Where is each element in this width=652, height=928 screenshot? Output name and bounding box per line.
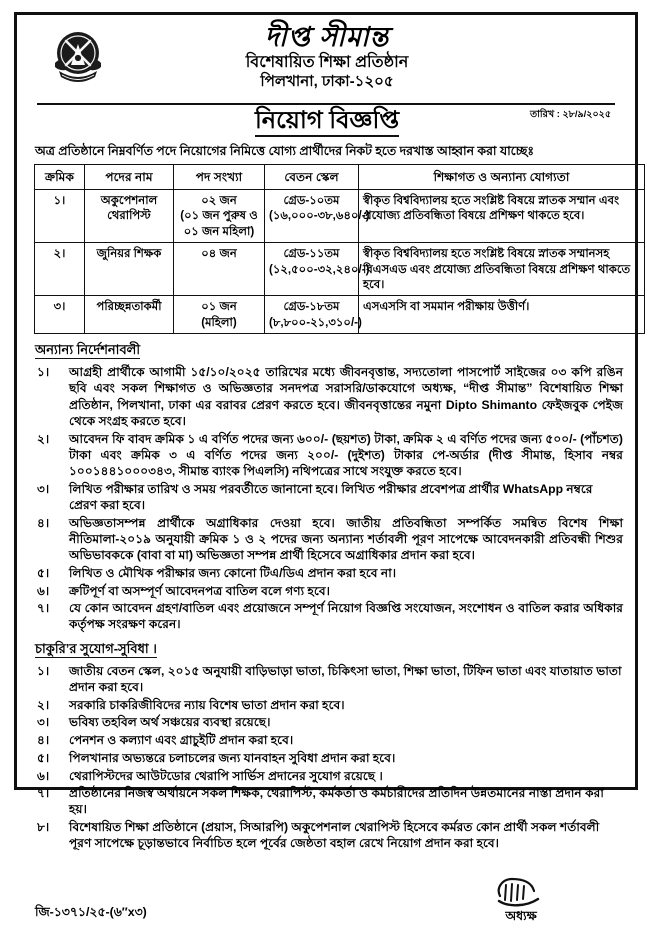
instructions-heading-text: অন্যান্য নির্দেশনাবলী bbox=[35, 342, 141, 358]
table-row bbox=[35, 296, 645, 334]
list-text: ক্রটিপূর্ণ বা অসম্পূর্ণ আবেদনপত্র বাতিল বলে গণ্য হবে। bbox=[69, 583, 331, 598]
list-item bbox=[35, 768, 623, 784]
instructions-list bbox=[35, 364, 623, 633]
page-content bbox=[17, 15, 635, 923]
list-marker: ২। bbox=[37, 431, 50, 446]
cell-vacancy-count: ০৪ জন bbox=[174, 243, 265, 296]
list-text: প্রতিষ্ঠানের নিজস্ব অর্থায়নে সকল শিক্ষক, থেরাপিস্ট, কর্মকর্তা ও কর্মচারীদের প্রতিদিন উন্নতমানের নাস্তা প্রদান করা হয়। bbox=[69, 786, 604, 817]
signatory-title: অধ্যক্ষ bbox=[505, 908, 537, 923]
instructions-heading bbox=[35, 341, 623, 362]
list-item bbox=[35, 431, 623, 480]
list-marker: ৫। bbox=[37, 750, 50, 765]
cell-vacancy-count: ০২ জন (০১ জন পুরুষ ও ০১ জন মহিলা) bbox=[174, 189, 265, 242]
table-row bbox=[35, 243, 645, 296]
list-marker: ৪। bbox=[37, 515, 50, 530]
column-header-vacancy-count: পদ সংখ্যা bbox=[174, 164, 265, 189]
page-border-frame bbox=[14, 12, 638, 923]
table-row bbox=[35, 189, 645, 242]
cell-vacancy-count: ০১ জন (মহিলা) bbox=[174, 296, 265, 334]
vacancy-table-head bbox=[35, 164, 645, 189]
list-item bbox=[35, 600, 623, 632]
organization-name: দীপ্ত সীমান্ত bbox=[264, 22, 390, 52]
cell-qualification: স্বীকৃত বিশ্ববিদ্যালয় হতে সংশ্লিষ্ট বিষয়ে স্নাতক সম্মান এবং প্রযোজ্য প্রতিবন্ধিতা বিষয়ে প্রশিক্ষণ থাকতে হবে। bbox=[359, 189, 645, 242]
list-text: সরকারি চাকরিজীবিদের ন্যায় বিশেষ ভাতা প্রদান করা হবে। bbox=[69, 697, 345, 712]
cell-pay-scale: গ্রেড-১১তম (১২,৫০০-৩২,২৪০/-) bbox=[265, 243, 359, 296]
list-item bbox=[35, 819, 623, 851]
cell-pay-scale: গ্রেড-১৮তম (৮,৮০০-২১,৩১০/-) bbox=[265, 296, 359, 334]
list-marker: ১। bbox=[37, 663, 50, 678]
list-item bbox=[35, 565, 623, 581]
list-marker: ১। bbox=[37, 365, 50, 380]
masthead bbox=[31, 21, 623, 99]
cell-qualification: স্বীকৃত বিশ্ববিদ্যালয় হতে সংশ্লিষ্ট বিষয়ে স্নাতক সম্মানসহ বিএসএড এবং প্রযোজ্য প্রতিবন্ধিতা বিষয়ে প্রশিক্ষণ থাকতে হবে। bbox=[359, 243, 645, 296]
list-item bbox=[35, 714, 623, 730]
page-title-text: নিয়োগ বিজ্ঞপ্তি bbox=[255, 107, 399, 137]
list-text: লিখিত পরীক্ষার তারিখ ও সময় পরবর্তীতে জানানো হবে। লিখিত পরীক্ষার প্রবেশপত্র প্রার্থীর WhatsApp নম্বরে প্রেরণ করা হবে। bbox=[69, 481, 593, 512]
cell-post-name: পরিচ্ছন্নতাকর্মী bbox=[85, 296, 174, 334]
column-header-qualification: শিক্ষাগত ও অন্যান্য যোগ্যতা bbox=[359, 164, 645, 189]
benefits-heading-text: চাকুরি’র সুযোগ-সুবিধা । bbox=[35, 640, 157, 656]
list-item bbox=[35, 732, 623, 748]
signature-icon bbox=[461, 874, 581, 908]
vacancy-table-body bbox=[35, 189, 645, 333]
cell-qualification: এসএসসি বা সমমান পরীক্ষায় উত্তীর্ণ। bbox=[359, 296, 645, 334]
list-item bbox=[35, 364, 623, 429]
list-text: বিশেষায়িত শিক্ষা প্রতিষ্ঠানে (প্রয়াস, সিআরপি) অকুপেশনাল থেরাপিস্ট হিসেবে কর্মরত কোন প্রার্থী সকল শর্তাবলী পূরণ সাপেক্ষে চূড়ান্তভাবে নির্বাচিত হলে পূর্বের জেষ্ঠতা বহাল রেখে নিয়োগ প্রদান করা হবে। bbox=[69, 820, 600, 851]
list-item bbox=[35, 697, 623, 713]
cell-pay-scale: গ্রেড-১০তম (১৬,০০০-৩৮,৬৪০/-) bbox=[265, 189, 359, 242]
list-text: যে কোন আবেদন গ্রহণ/বাতিল এবং প্রয়োজনে সম্পূর্ণ নিয়োগ বিজ্ঞপ্তি সংযোজন, সংশোধন ও বাতিল করার অধিকার কর্তৃপক্ষ সংরক্ষণ করেন। bbox=[69, 601, 623, 632]
table-header-row bbox=[35, 164, 645, 189]
cell-serial: ৩। bbox=[35, 296, 85, 334]
list-text: জাতীয় বেতন স্কেল, ২০১৫ অনুযায়ী বাড়িভাড়া ভাতা, চিকিৎসা ভাতা, শিক্ষা ভাতা, টিফিন ভাতা এবং যাতায়াত ভাতা প্রদান করা হবে। bbox=[69, 663, 622, 694]
list-text: পিলখানার অভ্যন্তরে চলাচলের জন্য যানবাহন সুবিধা প্রদান করা হবে। bbox=[69, 750, 396, 765]
list-marker: ৫। bbox=[37, 565, 50, 580]
list-item bbox=[35, 785, 623, 817]
list-marker: ৩। bbox=[37, 481, 50, 496]
list-item bbox=[35, 750, 623, 766]
list-text: লিখিত ও মৌখিক পরীক্ষার জন্য কোনো টিএ/ডিএ প্রদান করা হবে না। bbox=[69, 565, 397, 580]
list-text: আগ্রহী প্রার্থীকে আগামী ১৫/১০/২০২৫ তারিখের মধ্যে জীবনবৃত্তান্ত, সদ্যতোলা পাসপোর্ট সাইজের ০৩ কপি রঙিন ছবি এবং সকল শিক্ষাগত ও অভিজ্ঞতার সনদপত্র সরাসরি/ডাকযোগে অধ্যক্ষ, “দীপ্ত সীমান্ত” বিশেষায়িত শিক্ষা প্রতিষ্ঠান, পিলখানা, ঢাকা এর বরাবর প্রেরণ করতে হবে। জীবনবৃত্তান্তের নমুনা Dipto Shimanto ফেইজবুক পেইজ থেকে সংগ্রহ করতে হবে। bbox=[69, 365, 623, 428]
list-marker: ৪। bbox=[37, 733, 50, 748]
list-item bbox=[35, 663, 623, 695]
list-text: থেরাপিস্টদের আউটডোর থেরাপি সার্ভিস প্রদানের সুযোগ রয়েছে । bbox=[69, 768, 383, 783]
institution-crest-icon bbox=[49, 27, 107, 89]
list-text: আবেদন ফি বাবদ ক্রমিক ১ এ বর্ণিত পদের জন্য ৬০০/- (ছয়শত) টাকা, ক্রমিক ২ এ বর্ণিত পদের জন্য ৫০০/- (পাঁচশত) টাকা এবং ক্রমিক ৩ এ বর্ণিত পদের জন্য ২০০/- (দুইশত) টাকার পে-অর্ডার (দীপ্ত সীমান্ত, হিসাব নম্বর ১০০১৪৪১০০০৩৪৩, সীমান্ত ব্যাংক পিএলসি) নথিপত্রের সাথে সংযুক্ত করতে হবে। bbox=[69, 431, 623, 479]
cell-post-name: অকুপেশনাল থেরাপিস্ট bbox=[85, 189, 174, 242]
list-marker: ৮। bbox=[37, 820, 50, 835]
cell-serial: ২। bbox=[35, 243, 85, 296]
list-marker: ৬। bbox=[37, 768, 50, 783]
date-stamp: তারিখ : ২৮/৯/২০২৫ bbox=[530, 109, 611, 120]
notice-title-row bbox=[31, 105, 623, 139]
column-header-pay-scale: বেতন স্কেল bbox=[265, 164, 359, 189]
list-marker: ২। bbox=[37, 697, 50, 712]
list-item bbox=[35, 515, 623, 564]
list-marker: ৬। bbox=[37, 583, 50, 598]
cell-serial: ১। bbox=[35, 189, 85, 242]
list-text: পেনশন ও কল্যাণ এবং গ্রাচুইটি প্রদান করা হবে। bbox=[69, 733, 294, 748]
reference-number: জি-১৩৭১/২৫-(৬″x৩) bbox=[35, 904, 147, 919]
list-item bbox=[35, 583, 623, 599]
list-marker: ৭। bbox=[37, 786, 50, 801]
benefits-heading bbox=[35, 640, 623, 661]
benefits-list bbox=[35, 663, 623, 852]
list-text: অভিজ্ঞতাসম্পন্ন প্রার্থীকে অগ্রাধিকার দেওয়া হবে। জাতীয় প্রতিবন্ধিতা সম্পর্কিত সমন্বিত বিশেষ শিক্ষা নীতিমালা-২০১৯ অনুযায়ী ক্রমিক ১ ও ২ পদের জন্য অন্যান্য শর্তাবলী পূরণ সাপেক্ষে আবেদনকারী প্রতিবন্ধী শিশুর অভিভাবককে (বাবা বা মা) অভিজ্ঞতা সম্পন্ন প্রার্থী হিসেবে অগ্রাধিকার প্রদান করা হবে। bbox=[69, 515, 623, 563]
intro-paragraph: অত্র প্রতিষ্ঠানে নিম্নবর্ণিত পদে নিয়োগের নিমিত্তে যোগ্য প্রার্থীদের নিকট হতে দরখাস্ত আহ্বান করা যাচ্ছেঃ bbox=[35, 144, 534, 158]
list-item bbox=[35, 481, 623, 513]
column-header-serial: ক্রমিক bbox=[35, 164, 85, 189]
organization-address: পিলখানা, ঢাকা-১২০৫ bbox=[260, 73, 394, 91]
organization-subtitle: বিশেষায়িত শিক্ষা প্রতিষ্ঠান bbox=[245, 54, 409, 72]
vacancy-table bbox=[34, 164, 645, 334]
cell-post-name: জুনিয়র শিক্ষক bbox=[85, 243, 174, 296]
list-marker: ৩। bbox=[37, 715, 50, 730]
document-footer bbox=[31, 866, 623, 928]
list-text: ভবিষ্য তহবিল অর্থ সঞ্চয়ের ব্যবস্থা রয়েছে। bbox=[69, 715, 271, 730]
signature-block bbox=[461, 874, 581, 928]
list-marker: ৭। bbox=[37, 601, 50, 616]
column-header-post-name: পদের নাম bbox=[85, 164, 174, 189]
